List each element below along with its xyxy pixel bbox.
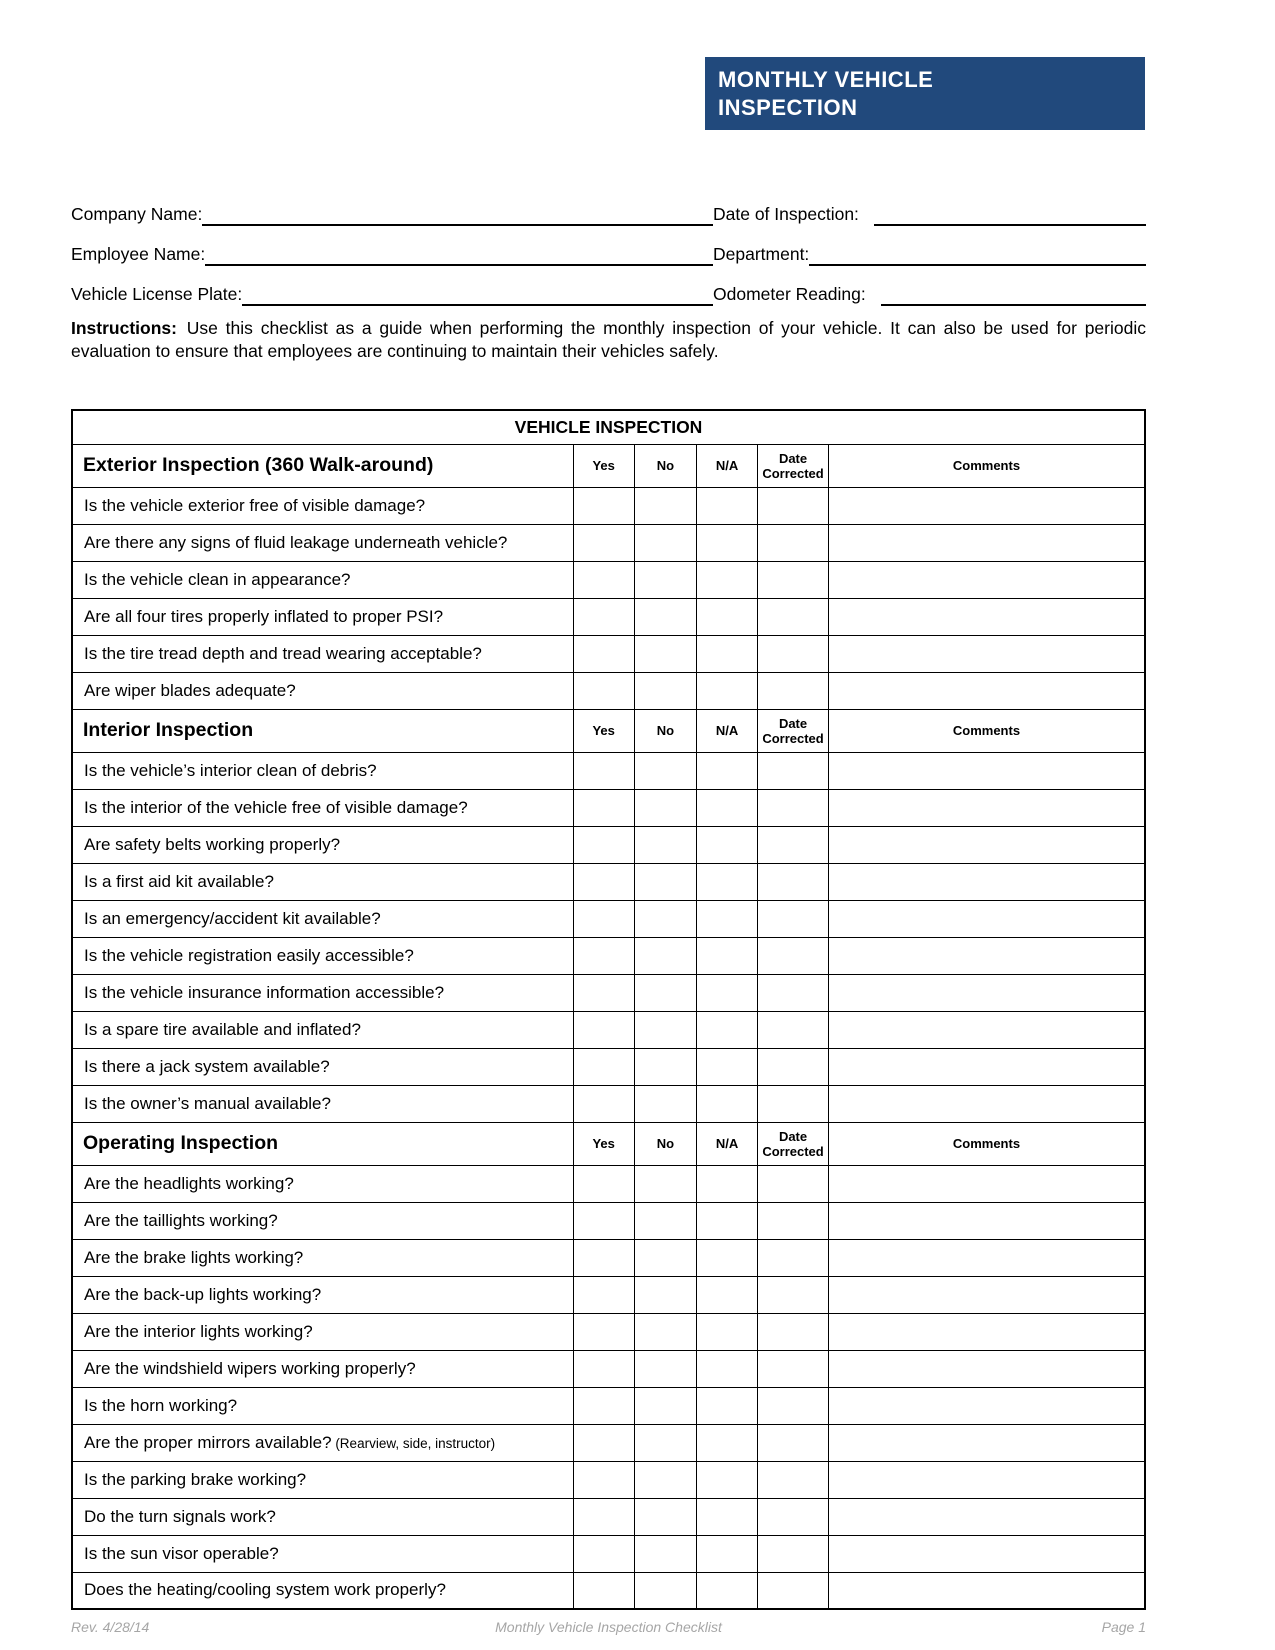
question-row — [72, 1313, 1145, 1350]
na-cell[interactable] — [696, 1202, 757, 1239]
column-header-no: No — [634, 709, 696, 752]
na-cell[interactable] — [696, 1350, 757, 1387]
yes-cell[interactable] — [573, 974, 634, 1011]
date-corrected-cell[interactable] — [758, 752, 829, 789]
date-corrected-cell[interactable] — [758, 826, 829, 863]
date-corrected-cell[interactable] — [758, 1239, 829, 1276]
na-cell[interactable] — [696, 561, 757, 598]
question-row — [72, 937, 1145, 974]
no-cell[interactable] — [634, 524, 696, 561]
instructions-text: Use this checklist as a guide when performing the monthly inspection of your vehicle. It can also be used for periodic evaluation to ensure that employees are continuing to maintain their vehicles safely. — [71, 318, 1146, 361]
comments-cell[interactable] — [828, 487, 1145, 524]
question-text: Is the owner’s manual available? — [72, 1085, 573, 1122]
question-row — [72, 1165, 1145, 1202]
vehicle-license-plate-input[interactable] — [242, 294, 713, 306]
na-cell[interactable] — [696, 672, 757, 709]
na-cell[interactable] — [696, 1572, 757, 1609]
question-row — [72, 598, 1145, 635]
field-vehicle-license-plate — [71, 284, 713, 306]
na-cell[interactable] — [696, 974, 757, 1011]
na-cell[interactable] — [696, 752, 757, 789]
question-row — [72, 752, 1145, 789]
comments-cell[interactable] — [828, 1350, 1145, 1387]
yes-cell[interactable] — [573, 1313, 634, 1350]
inspection-table-body — [72, 410, 1145, 1609]
date-of-inspection-input[interactable] — [874, 214, 1146, 226]
comments-cell[interactable] — [828, 937, 1145, 974]
footer-revision: Rev. 4/28/14 — [71, 1619, 150, 1635]
yes-cell[interactable] — [573, 1424, 634, 1461]
yes-cell[interactable] — [573, 1461, 634, 1498]
date-corrected-cell[interactable] — [758, 1048, 829, 1085]
yes-cell[interactable] — [573, 1350, 634, 1387]
yes-cell[interactable] — [573, 1387, 634, 1424]
yes-cell[interactable] — [573, 900, 634, 937]
column-header-yes: Yes — [573, 444, 634, 487]
comments-cell[interactable] — [828, 1424, 1145, 1461]
field-employee-name — [71, 244, 713, 266]
column-header-comments: Comments — [828, 709, 1145, 752]
no-cell[interactable] — [634, 1350, 696, 1387]
question-text: Are the headlights working? — [72, 1165, 573, 1202]
question-text: Are the brake lights working? — [72, 1239, 573, 1276]
date-of-inspection-label: Date of Inspection: — [713, 204, 859, 224]
comments-cell[interactable] — [828, 900, 1145, 937]
date-corrected-cell[interactable] — [758, 974, 829, 1011]
yes-cell[interactable] — [573, 863, 634, 900]
no-cell[interactable] — [634, 1535, 696, 1572]
comments-cell[interactable] — [828, 1085, 1145, 1122]
column-header-no: No — [634, 1122, 696, 1165]
date-corrected-cell[interactable] — [758, 672, 829, 709]
date-corrected-cell[interactable] — [758, 1165, 829, 1202]
no-cell[interactable] — [634, 1239, 696, 1276]
date-corrected-cell[interactable] — [758, 1461, 829, 1498]
comments-cell[interactable] — [828, 1387, 1145, 1424]
column-header-date-corrected: Date Corrected — [758, 1122, 829, 1165]
question-row — [72, 1239, 1145, 1276]
question-text: Are there any signs of fluid leakage underneath vehicle? — [72, 524, 573, 561]
question-text: Are wiper blades adequate? — [72, 672, 573, 709]
date-corrected-cell[interactable] — [758, 1535, 829, 1572]
na-cell[interactable] — [696, 1276, 757, 1313]
question-row — [72, 1572, 1145, 1609]
comments-cell[interactable] — [828, 752, 1145, 789]
question-text: Is the vehicle clean in appearance? — [72, 561, 573, 598]
question-text: Is the parking brake working? — [72, 1461, 573, 1498]
date-corrected-cell[interactable] — [758, 635, 829, 672]
page-content — [71, 0, 1146, 1635]
yes-cell[interactable] — [573, 1202, 634, 1239]
question-row — [72, 1048, 1145, 1085]
section-title: Interior Inspection — [72, 709, 573, 752]
na-cell[interactable] — [696, 1313, 757, 1350]
instructions-label: Instructions: — [71, 318, 177, 338]
question-text: Is the vehicle’s interior clean of debris? — [72, 752, 573, 789]
column-header-date-corrected: Date Corrected — [758, 709, 829, 752]
question-text: Does the heating/cooling system work properly? — [72, 1572, 573, 1609]
na-cell[interactable] — [696, 1461, 757, 1498]
column-header-n-a: N/A — [696, 709, 757, 752]
comments-cell[interactable] — [828, 672, 1145, 709]
question-text: Are the back-up lights working? — [72, 1276, 573, 1313]
na-cell[interactable] — [696, 524, 757, 561]
na-cell[interactable] — [696, 789, 757, 826]
footer-page-number: Page 1 — [1101, 1619, 1146, 1635]
section-title: Operating Inspection — [72, 1122, 573, 1165]
question-row — [72, 789, 1145, 826]
footer-document-title: Monthly Vehicle Inspection Checklist — [495, 1619, 722, 1635]
question-row — [72, 1085, 1145, 1122]
no-cell[interactable] — [634, 1011, 696, 1048]
question-row — [72, 524, 1145, 561]
date-corrected-cell[interactable] — [758, 561, 829, 598]
yes-cell[interactable] — [573, 1011, 634, 1048]
question-text: Is a spare tire available and inflated? — [72, 1011, 573, 1048]
yes-cell[interactable] — [573, 1048, 634, 1085]
na-cell[interactable] — [696, 1239, 757, 1276]
no-cell[interactable] — [634, 1048, 696, 1085]
question-text: Are the taillights working? — [72, 1202, 573, 1239]
question-text: Are the interior lights working? — [72, 1313, 573, 1350]
na-cell[interactable] — [696, 1535, 757, 1572]
question-row — [72, 1011, 1145, 1048]
no-cell[interactable] — [634, 1424, 696, 1461]
date-corrected-cell[interactable] — [758, 863, 829, 900]
na-cell[interactable] — [696, 1085, 757, 1122]
question-row — [72, 974, 1145, 1011]
yes-cell[interactable] — [573, 524, 634, 561]
odometer-reading-input[interactable] — [881, 294, 1146, 306]
comments-cell[interactable] — [828, 1239, 1145, 1276]
yes-cell[interactable] — [573, 752, 634, 789]
yes-cell[interactable] — [573, 789, 634, 826]
question-text: Is there a jack system available? — [72, 1048, 573, 1085]
yes-cell[interactable] — [573, 1165, 634, 1202]
comments-cell[interactable] — [828, 1011, 1145, 1048]
na-cell[interactable] — [696, 937, 757, 974]
field-odometer-reading — [713, 284, 1146, 306]
comments-cell[interactable] — [828, 1202, 1145, 1239]
na-cell[interactable] — [696, 1165, 757, 1202]
no-cell[interactable] — [634, 826, 696, 863]
no-cell[interactable] — [634, 1572, 696, 1609]
yes-cell[interactable] — [573, 1535, 634, 1572]
date-corrected-cell[interactable] — [758, 1350, 829, 1387]
yes-cell[interactable] — [573, 1239, 634, 1276]
question-row — [72, 1498, 1145, 1535]
yes-cell[interactable] — [573, 1572, 634, 1609]
instructions-paragraph — [71, 317, 1146, 363]
question-text: Is the horn working? — [72, 1387, 573, 1424]
na-cell[interactable] — [696, 1424, 757, 1461]
field-row-2 — [71, 226, 1146, 266]
comments-cell[interactable] — [828, 524, 1145, 561]
yes-cell[interactable] — [573, 598, 634, 635]
yes-cell[interactable] — [573, 1085, 634, 1122]
question-text: Is the vehicle exterior free of visible damage? — [72, 487, 573, 524]
date-corrected-cell[interactable] — [758, 1011, 829, 1048]
section-header-row — [72, 1122, 1145, 1165]
comments-cell[interactable] — [828, 598, 1145, 635]
yes-cell[interactable] — [573, 826, 634, 863]
question-text: Is the vehicle insurance information accessible? — [72, 974, 573, 1011]
no-cell[interactable] — [634, 1202, 696, 1239]
date-corrected-cell[interactable] — [758, 1313, 829, 1350]
column-header-comments: Comments — [828, 444, 1145, 487]
field-row-1 — [71, 186, 1146, 226]
company-name-label: Company Name: — [71, 204, 203, 224]
no-cell[interactable] — [634, 672, 696, 709]
date-corrected-cell[interactable] — [758, 937, 829, 974]
no-cell[interactable] — [634, 752, 696, 789]
employee-name-label: Employee Name: — [71, 244, 206, 264]
no-cell[interactable] — [634, 1276, 696, 1313]
question-row — [72, 826, 1145, 863]
no-cell[interactable] — [634, 561, 696, 598]
comments-cell[interactable] — [828, 561, 1145, 598]
comments-cell[interactable] — [828, 789, 1145, 826]
question-text: Is a first aid kit available? — [72, 863, 573, 900]
no-cell[interactable] — [634, 598, 696, 635]
date-corrected-cell[interactable] — [758, 1202, 829, 1239]
question-row — [72, 635, 1145, 672]
question-text: Is the interior of the vehicle free of visible damage? — [72, 789, 573, 826]
no-cell[interactable] — [634, 1498, 696, 1535]
na-cell[interactable] — [696, 863, 757, 900]
no-cell[interactable] — [634, 789, 696, 826]
yes-cell[interactable] — [573, 635, 634, 672]
no-cell[interactable] — [634, 937, 696, 974]
yes-cell[interactable] — [573, 561, 634, 598]
comments-cell[interactable] — [828, 1276, 1145, 1313]
question-row — [72, 1535, 1145, 1572]
yes-cell[interactable] — [573, 672, 634, 709]
question-row — [72, 672, 1145, 709]
question-row — [72, 1387, 1145, 1424]
department-input[interactable] — [809, 254, 1146, 266]
table-title-row — [72, 410, 1145, 444]
question-row — [72, 863, 1145, 900]
question-row — [72, 1276, 1145, 1313]
yes-cell[interactable] — [573, 1498, 634, 1535]
na-cell[interactable] — [696, 1387, 757, 1424]
comments-cell[interactable] — [828, 1572, 1145, 1609]
question-text: Do the turn signals work? — [72, 1498, 573, 1535]
column-header-yes: Yes — [573, 709, 634, 752]
question-text: Is the vehicle registration easily accessible? — [72, 937, 573, 974]
column-header-comments: Comments — [828, 1122, 1145, 1165]
no-cell[interactable] — [634, 635, 696, 672]
na-cell[interactable] — [696, 1011, 757, 1048]
date-corrected-cell[interactable] — [758, 900, 829, 937]
field-row-3 — [71, 266, 1146, 306]
question-note: (Rearview, side, instructor) — [331, 1435, 496, 1451]
title-line-1: MONTHLY VEHICLE — [718, 67, 934, 92]
vehicle-inspection-table — [71, 409, 1146, 1610]
question-text: Are all four tires properly inflated to proper PSI? — [72, 598, 573, 635]
yes-cell[interactable] — [573, 487, 634, 524]
question-row — [72, 1424, 1145, 1461]
section-header-row — [72, 709, 1145, 752]
question-row — [72, 561, 1145, 598]
date-corrected-cell[interactable] — [758, 524, 829, 561]
question-text: Is the tire tread depth and tread wearing acceptable? — [72, 635, 573, 672]
section-header-row — [72, 444, 1145, 487]
page-footer — [71, 1619, 1146, 1635]
department-label: Department: — [713, 244, 810, 264]
comments-cell[interactable] — [828, 1535, 1145, 1572]
comments-cell[interactable] — [828, 863, 1145, 900]
comments-cell[interactable] — [828, 1165, 1145, 1202]
comments-cell[interactable] — [828, 1461, 1145, 1498]
date-corrected-cell[interactable] — [758, 1424, 829, 1461]
column-header-n-a: N/A — [696, 444, 757, 487]
na-cell[interactable] — [696, 1498, 757, 1535]
date-corrected-cell[interactable] — [758, 789, 829, 826]
na-cell[interactable] — [696, 1048, 757, 1085]
question-row — [72, 1202, 1145, 1239]
question-row — [72, 487, 1145, 524]
no-cell[interactable] — [634, 487, 696, 524]
no-cell[interactable] — [634, 863, 696, 900]
no-cell[interactable] — [634, 1085, 696, 1122]
comments-cell[interactable] — [828, 635, 1145, 672]
na-cell[interactable] — [696, 487, 757, 524]
question-row — [72, 1350, 1145, 1387]
column-header-no: No — [634, 444, 696, 487]
field-department — [713, 244, 1146, 266]
column-header-n-a: N/A — [696, 1122, 757, 1165]
yes-cell[interactable] — [573, 1276, 634, 1313]
question-text: Is the sun visor operable? — [72, 1535, 573, 1572]
na-cell[interactable] — [696, 900, 757, 937]
question-text: Are the proper mirrors available? (Rearview, side, instructor) — [72, 1424, 573, 1461]
question-row — [72, 1461, 1145, 1498]
date-corrected-cell[interactable] — [758, 1498, 829, 1535]
field-company-name — [71, 204, 713, 226]
date-corrected-cell[interactable] — [758, 1085, 829, 1122]
comments-cell[interactable] — [828, 974, 1145, 1011]
no-cell[interactable] — [634, 900, 696, 937]
date-corrected-cell[interactable] — [758, 1276, 829, 1313]
column-header-date-corrected: Date Corrected — [758, 444, 829, 487]
date-corrected-cell[interactable] — [758, 598, 829, 635]
table-title: VEHICLE INSPECTION — [72, 410, 1145, 444]
yes-cell[interactable] — [573, 937, 634, 974]
employee-name-input[interactable] — [205, 254, 713, 266]
question-text: Are safety belts working properly? — [72, 826, 573, 863]
date-corrected-cell[interactable] — [758, 487, 829, 524]
na-cell[interactable] — [696, 598, 757, 635]
no-cell[interactable] — [634, 1387, 696, 1424]
na-cell[interactable] — [696, 826, 757, 863]
no-cell[interactable] — [634, 1165, 696, 1202]
header-fields — [71, 186, 1146, 306]
odometer-reading-label: Odometer Reading: — [713, 284, 866, 304]
date-corrected-cell[interactable] — [758, 1572, 829, 1609]
date-corrected-cell[interactable] — [758, 1387, 829, 1424]
question-text: Is an emergency/accident kit available? — [72, 900, 573, 937]
comments-cell[interactable] — [828, 1048, 1145, 1085]
title-line-2: INSPECTION — [718, 95, 858, 120]
no-cell[interactable] — [634, 1461, 696, 1498]
field-date-of-inspection — [713, 204, 1146, 226]
na-cell[interactable] — [696, 635, 757, 672]
question-text: Are the windshield wipers working properly? — [72, 1350, 573, 1387]
comments-cell[interactable] — [828, 1313, 1145, 1350]
comments-cell[interactable] — [828, 1498, 1145, 1535]
column-header-yes: Yes — [573, 1122, 634, 1165]
no-cell[interactable] — [634, 1313, 696, 1350]
vehicle-license-plate-label: Vehicle License Plate: — [71, 284, 243, 304]
comments-cell[interactable] — [828, 826, 1145, 863]
question-row — [72, 900, 1145, 937]
section-title: Exterior Inspection (360 Walk-around) — [72, 444, 573, 487]
company-name-input[interactable] — [202, 214, 713, 226]
no-cell[interactable] — [634, 974, 696, 1011]
